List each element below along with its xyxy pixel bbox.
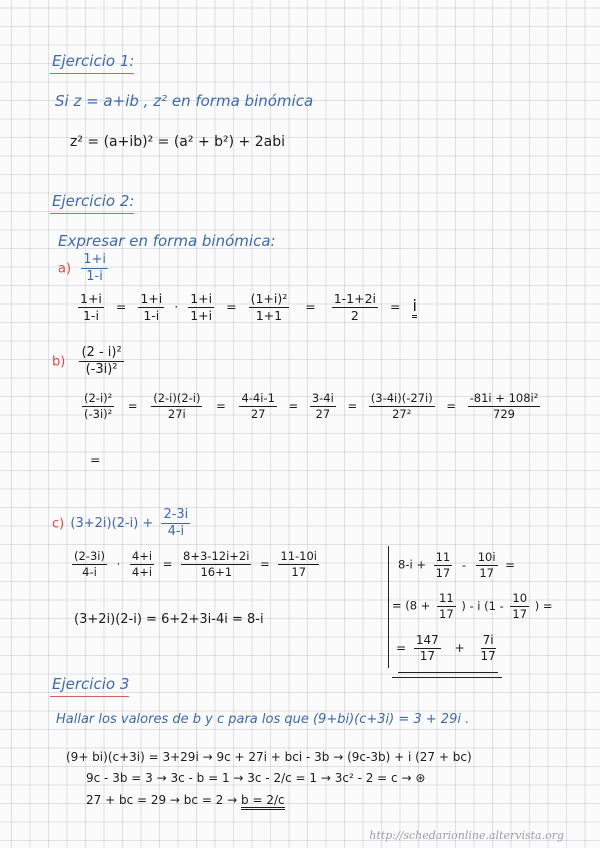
ex2-c-line1: $\frac{(2-3i)}{4-i}$ · $\frac{4+i}{4+i}$ = $\frac{8+3-12i+2i}{16+1}$ = $\frac{11-10i}{17}$ [74,549,318,579]
ex3-line1: (9+ bi)(c+3i) = 3+29i → 9c + 27i + bci - 3b → (9c-3b) + i (27 + bc) [66,750,472,764]
ex2-c-right-row3: = $\frac{147}{17}$ + $\frac{7i}{17}$ [396,633,496,664]
ex3-result: b = 2/c [241,793,285,810]
ex3-line3: 27 + bc = 29 → bc = 2 → b = 2/c [86,793,285,807]
ex2-a-given-fraction: $\frac{1+i}{1-i}$ [83,252,106,285]
ex2-c-right-row2: = (8 + $\frac{11}{17}$ ) - i (1 - $\frac{10}{17}$ ) = [392,591,553,621]
ex3-title: Ejercicio 3 [52,675,129,693]
ex2-c-divider [388,546,389,668]
ex2-a-solution: $\frac{1+i}{1-i}$ = $\frac{1+i}{1-i}$ · $\frac{1+i}{1+i}$ = $\frac{\text{(1+i)²}}{1+1}$ = $\frac{1-1+2i}{2}$ = i [80,291,417,323]
ex1-result: z² = (a+ib)² = (a² + b²) + 2abi [70,134,285,150]
ex2-b-label: b) [52,354,66,370]
ex2-b-given [52,346,124,378]
ex3-statement: Hallar los valores de b y c para los que (9+bi)(c+3i) = 3 + 29i . [56,712,470,727]
ex2-c-right-row1: 8-i + $\frac{11}{17}$ - $\frac{10i}{17}$ = [398,550,515,580]
ex1-statement: Si z = a+ib , z² en forma binómica [55,92,314,110]
ex2-b-trailing-eq: = [90,452,101,467]
ex2-c-label: c) [52,516,65,532]
footer-url: http://schedarionline.altervista.org [369,829,564,842]
ex2-c-given-fraction: $\frac{2-3i}{4-i}$ [163,507,189,540]
ex3-line2: 9c - 3b = 3 → 3c - b = 1 → 3c - 2/c = 1 → 3c² - 2 = c → ⊛ [86,771,426,785]
ex2-c-result-underline-2 [392,677,502,678]
ex2-c-line2: (3+2i)(2-i) = 6+2+3i-4i = 8-i [74,612,264,627]
ex1-title: Ejercicio 1: [52,52,134,70]
ex2-a-label: a) [58,261,72,277]
ex2-a-result: i [412,296,416,318]
ex2-c-given: c) (3+2i)(2-i) + $\frac{2-3i}{4-i}$ [52,507,189,540]
ex2-b-solution: $\frac{\text{(2-i)²}}{\text{(-3i)²}}$ = $\frac{(2-i)(2-i)}{27i}$ = $\frac{4-4i-1}{27}$ = $\frac{3-4i}{27}$ = $\frac{(3-4i)(-27i)}{\text{27²}}$ = $\frac{\text{-81i + 108i²}}{729}$ [84,391,539,421]
ex2-statement: Expresar en forma binómica: [58,232,276,250]
ex2-title: Ejercicio 2: [52,192,134,210]
ex2-c-result-underline-1 [398,672,498,673]
ex2-b-given-fraction: $\frac{\text{(2 - i)²}}{\text{(-3i)²}}$ [81,345,122,378]
ex2-a-given [58,253,108,285]
